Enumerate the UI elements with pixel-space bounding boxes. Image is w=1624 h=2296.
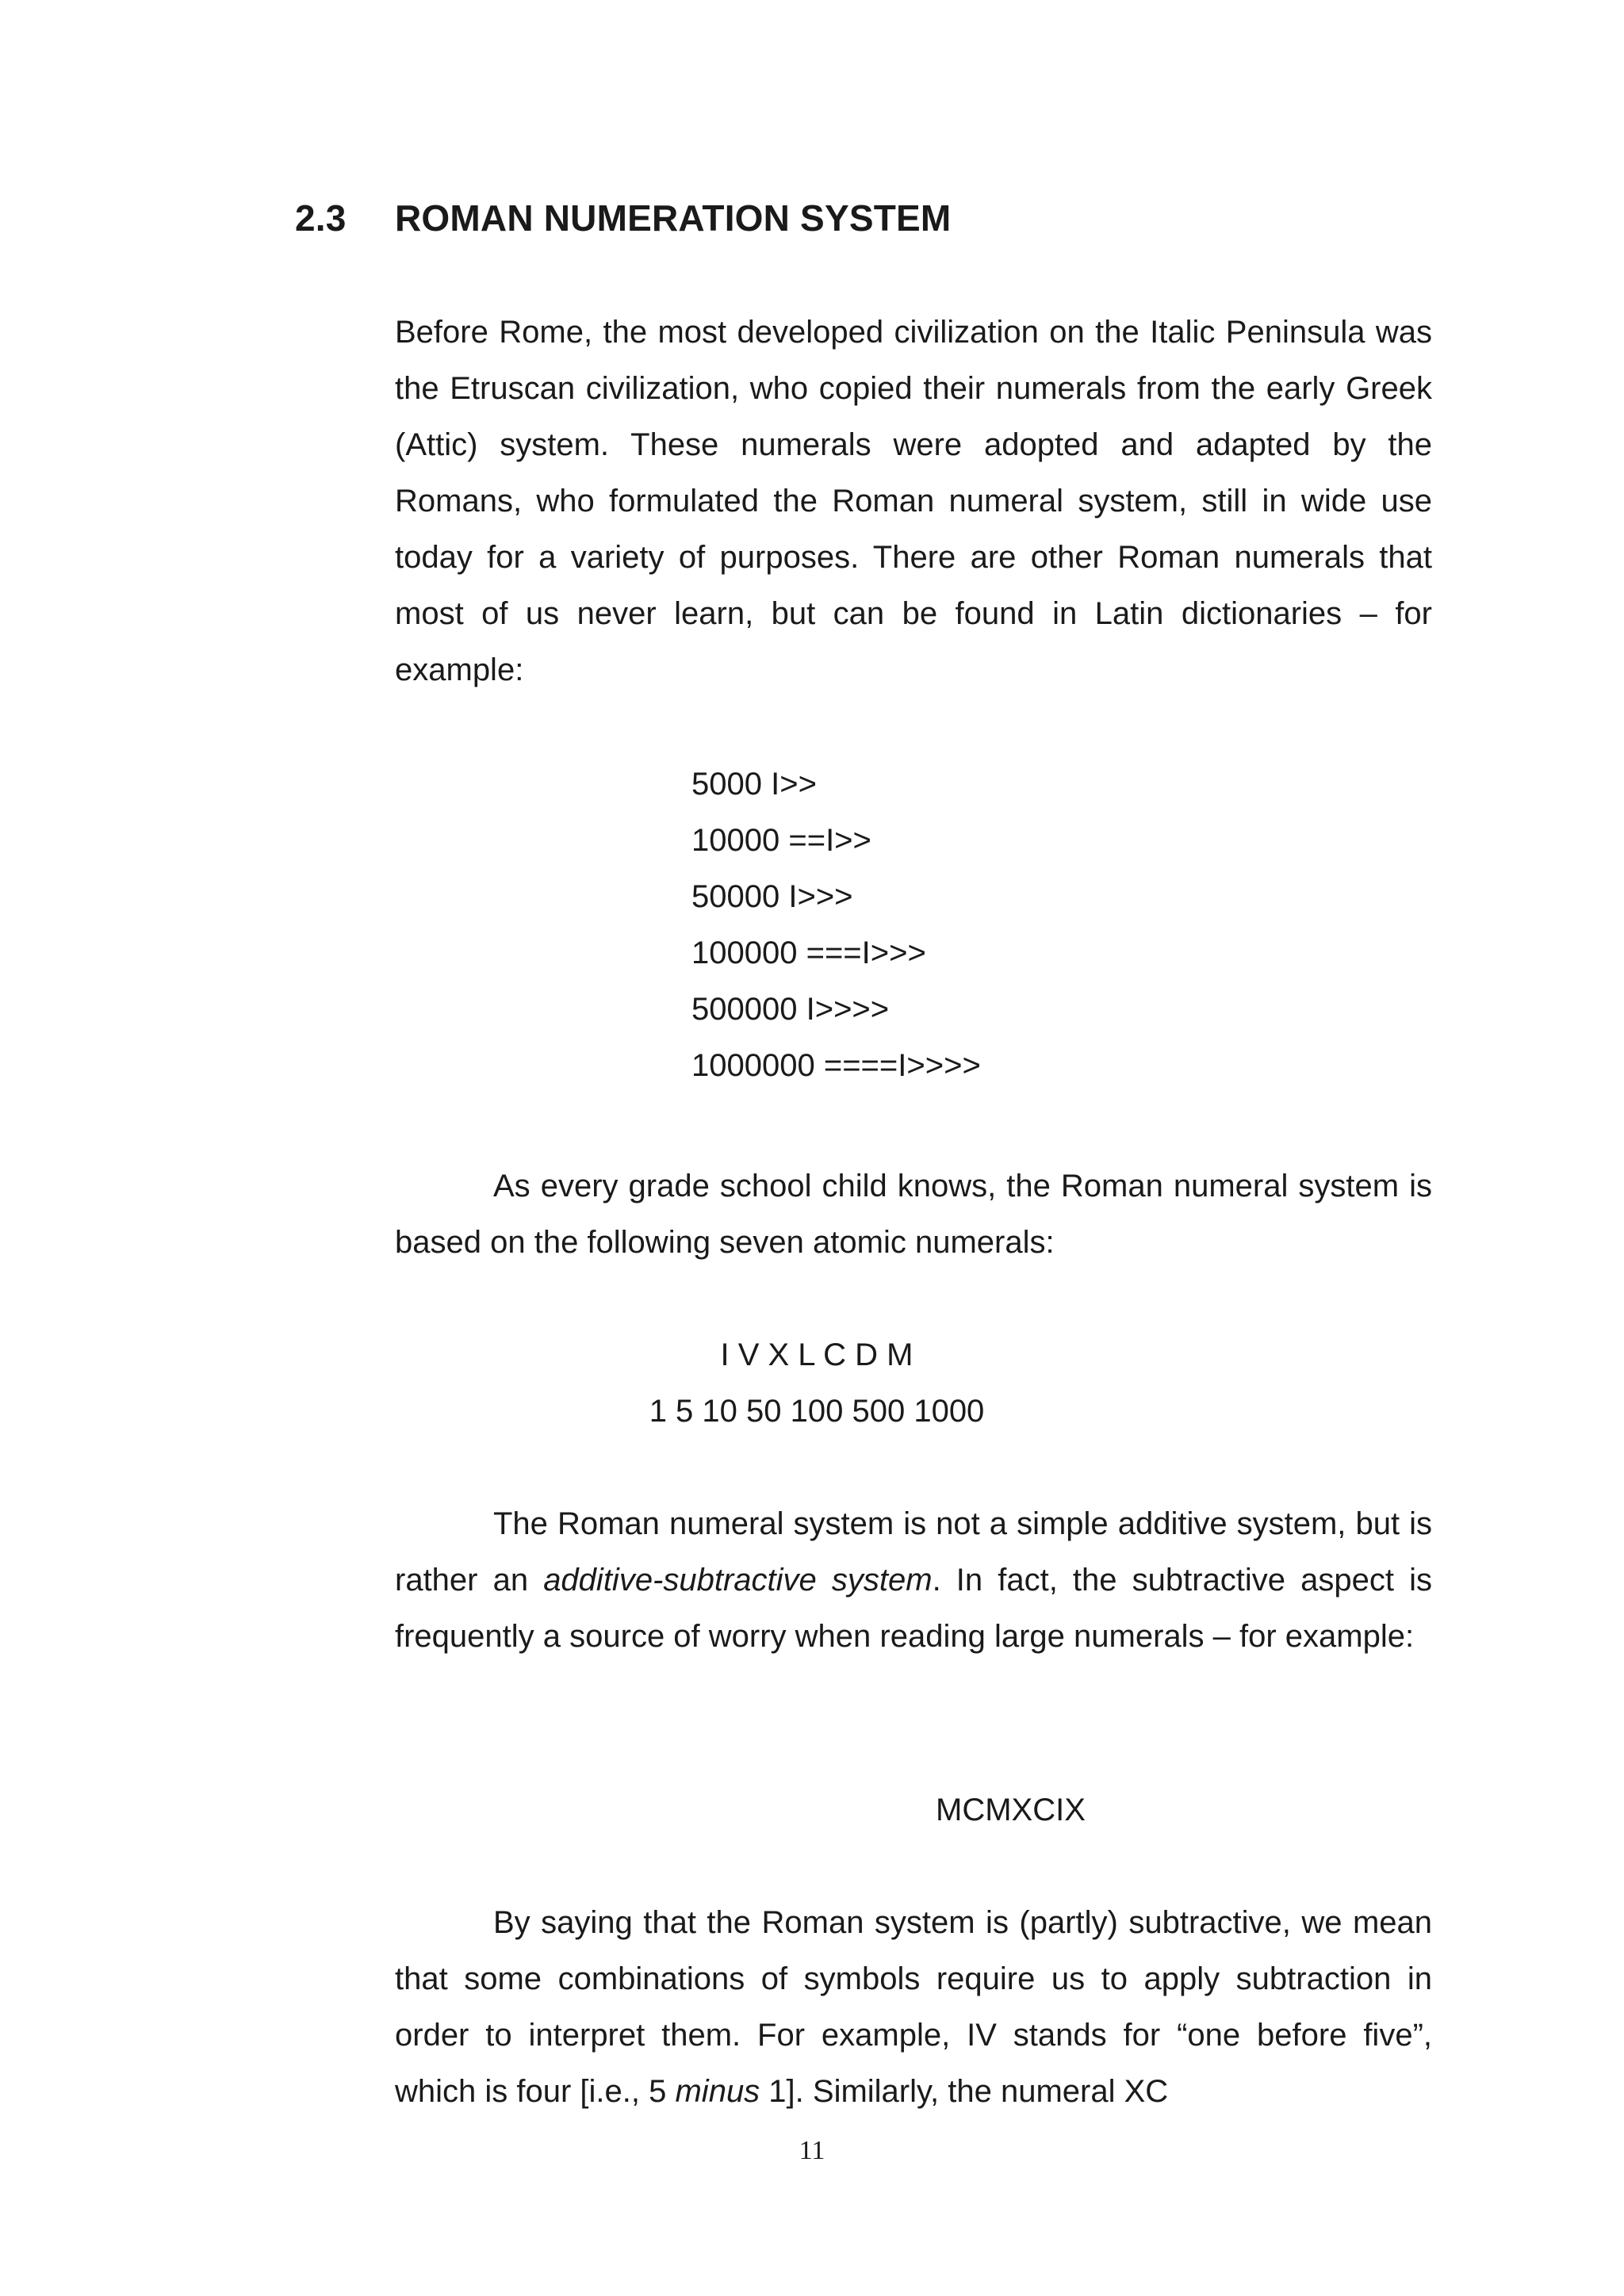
- list-item: 5000 I>>: [691, 767, 817, 802]
- atomic-values: 1 5 10 50 100 500 1000: [649, 1394, 985, 1429]
- list-item: 1000000 ====I>>>>: [691, 1048, 981, 1083]
- paragraph-text: 1]. Similarly, the numeral XC: [760, 2074, 1169, 2109]
- list-item: 100000 ===I>>>: [691, 936, 926, 970]
- list-item: 10000 ==I>>: [691, 823, 871, 858]
- paragraph-text: The Roman numeral system is not a simple additive system, but is rather an: [395, 1506, 1432, 1598]
- paragraph-intro: Before Rome, the most developed civilization on the Italic Peninsula was the Etruscan civilization, who copied their numerals from the early Greek (Attic) system. These numerals were adopted and adapted by the Romans, who formulated the Roman numeral system, still in wide use today for a variety of purposes. There are other Roman numerals that most of us never learn, but can be found in Latin dictionaries – for example:: [395, 315, 1432, 687]
- paragraph-explanation: [395, 1895, 1432, 2120]
- section-heading: [295, 197, 951, 239]
- section-number: 2.3: [295, 197, 347, 239]
- paragraph-subtractive: [395, 1496, 1432, 1665]
- section-title: ROMAN NUMERATION SYSTEM: [395, 197, 952, 239]
- example-numeral: MCMXCIX: [936, 1793, 1086, 1827]
- large-numerals-list: [691, 756, 981, 1094]
- paragraph-text: By saying that the Roman system is (partly) subtractive, we mean that some combinations of symbols require us to apply subtraction in order to interpret them. For example, IV stands for “one before five”, which is four [i.e., 5: [395, 1905, 1432, 2109]
- list-item: 500000 I>>>>: [691, 992, 890, 1027]
- atomic-numerals: [395, 1327, 1239, 1440]
- page-number: 11: [799, 2136, 825, 2165]
- list-item: 50000 I>>>: [691, 879, 853, 914]
- paragraph-text: . In fact, the subtractive aspect is frequently a source of worry when reading large numerals – for example:: [395, 1563, 1432, 1654]
- atomic-symbols: I V X L C D M: [720, 1337, 914, 1372]
- emphasis-text: minus: [675, 2074, 760, 2109]
- paragraph-atomic: As every grade school child knows, the Roman numeral system is based on the following seven atomic numerals:: [395, 1169, 1432, 1260]
- emphasis-text: additive-subtractive system: [543, 1563, 933, 1598]
